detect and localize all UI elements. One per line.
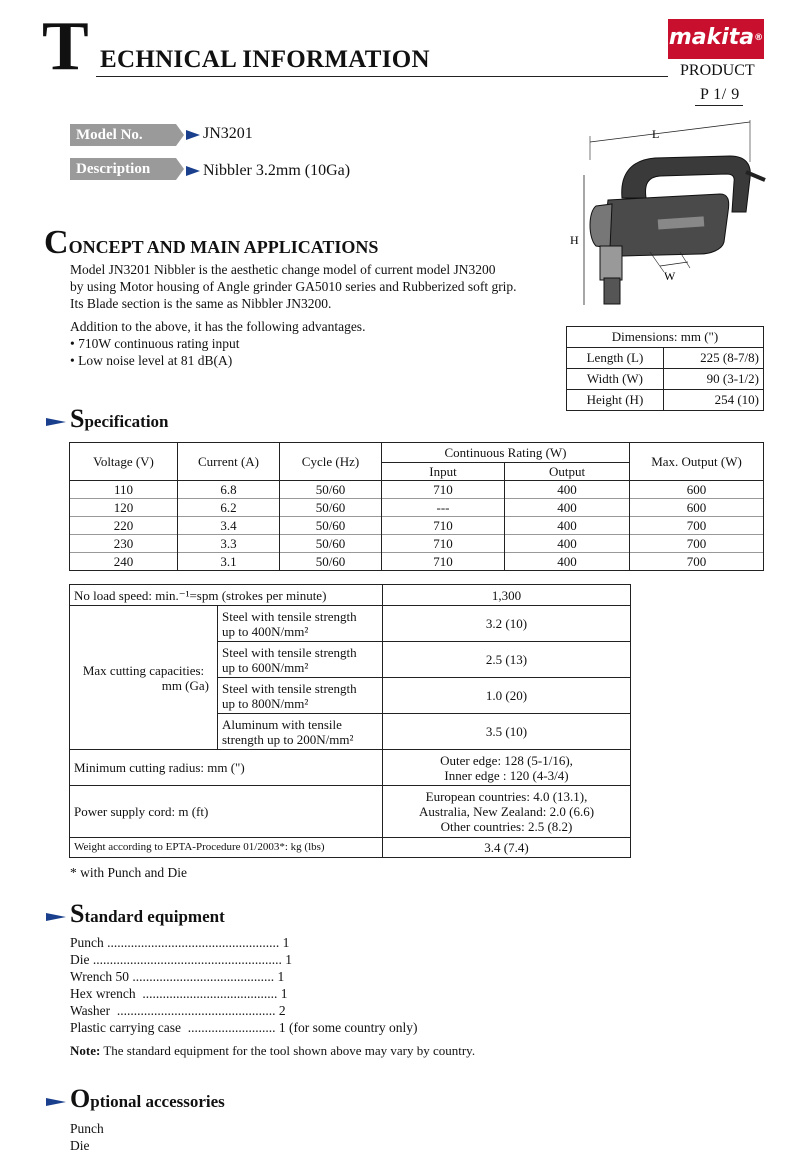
col-current: Current (A) — [178, 443, 280, 481]
cell: 3.3 — [178, 535, 280, 553]
cell: 240 — [70, 553, 178, 571]
concept-heading: CONCEPT AND MAIN APPLICATIONS — [44, 224, 379, 261]
material-label: Steel with tensile strength up to 400N/mm² — [218, 606, 383, 642]
cell: 110 — [70, 481, 178, 499]
equipment-note: Note: The standard equipment for the tool shown above may vary by country. — [70, 1043, 476, 1058]
label-w: W — [664, 269, 676, 283]
col-continuous: Continuous Rating (W) — [382, 443, 630, 463]
advantage-item: • Low noise level at 81 dB(A) — [70, 353, 233, 368]
cell: 400 — [505, 535, 630, 553]
col-input: Input — [382, 463, 505, 481]
description-arrow-icon — [186, 166, 200, 176]
material-label: Aluminum with tensile strength up to 200N/mm² — [218, 714, 383, 750]
table-row — [567, 369, 764, 390]
table-row — [70, 481, 764, 499]
table-row — [567, 348, 764, 369]
list-item: Die — [70, 1138, 90, 1153]
section-arrow-icon — [46, 913, 66, 921]
model-tag: Model No. — [70, 124, 176, 146]
cell: 6.2 — [178, 499, 280, 517]
dim-label: Length (L) — [567, 348, 664, 369]
description-value: Nibbler 3.2mm (10Ga) — [203, 162, 351, 179]
cord-value: European countries: 4.0 (13.1), Australia, New Zealand: 2.0 (6.6) Other countries: 2.5 (8.2) — [383, 786, 631, 838]
advantages-intro: Addition to the above, it has the following advantages. — [70, 319, 366, 334]
cell: 3.4 — [178, 517, 280, 535]
col-voltage: Voltage (V) — [70, 443, 178, 481]
table-row — [70, 499, 764, 517]
table-row — [70, 535, 764, 553]
header-rule — [96, 76, 668, 77]
capacity-value: 3.5 (10) — [383, 714, 631, 750]
cell: 700 — [630, 553, 764, 571]
list-item: Die ........................................................ 1 — [70, 952, 292, 967]
table-row — [567, 390, 764, 411]
cell: 50/60 — [280, 535, 382, 553]
footnote: * with Punch and Die — [70, 865, 187, 880]
dimension-line-l — [590, 122, 750, 142]
no-load-label: No load speed: min.⁻¹=spm (strokes per minute) — [70, 585, 383, 606]
specification-table — [69, 442, 764, 571]
cell: 710 — [382, 553, 505, 571]
cell: --- — [382, 499, 505, 517]
dim-label: Width (W) — [567, 369, 664, 390]
dim-label: Height (H) — [567, 390, 664, 411]
doc-type-label: PRODUCT — [680, 62, 755, 79]
capacity-value: 1.0 (20) — [383, 678, 631, 714]
cell: 230 — [70, 535, 178, 553]
cord-label: Power supply cord: m (ft) — [70, 786, 383, 838]
list-item: Hex wrench ........................................ 1 — [70, 986, 288, 1001]
dimensions-table — [566, 326, 764, 411]
table-row — [70, 750, 631, 786]
col-max-output: Max. Output (W) — [630, 443, 764, 481]
radius-label: Minimum cutting radius: mm (") — [70, 750, 383, 786]
capacity-value: 3.2 (10) — [383, 606, 631, 642]
page-number: P 1/ 9 — [700, 86, 740, 103]
weight-label: Weight according to EPTA-Procedure 01/2003*: kg (lbs) — [70, 838, 383, 858]
cell: 400 — [505, 517, 630, 535]
model-number: JN3201 — [203, 125, 253, 142]
cell: 710 — [382, 535, 505, 553]
brand-text: makita — [668, 25, 755, 50]
page-rule — [695, 105, 743, 106]
cell: 3.1 — [178, 553, 280, 571]
material-label: Steel with tensile strength up to 800N/mm² — [218, 678, 383, 714]
list-item: Washer ............................................... 2 — [70, 1003, 286, 1018]
page-title: ECHNICAL INFORMATION — [100, 46, 430, 73]
section-arrow-icon — [46, 1098, 66, 1106]
dim-value: 254 (10) — [663, 390, 763, 411]
dim-value: 90 (3-1/2) — [663, 369, 763, 390]
concept-line: Its Blade section is the same as Nibbler JN3200. — [70, 296, 332, 311]
cell: 6.8 — [178, 481, 280, 499]
specification-heading: Specification — [70, 404, 169, 433]
dim-value: 225 (8-7/8) — [663, 348, 763, 369]
material-label: Steel with tensile strength up to 600N/mm² — [218, 642, 383, 678]
col-output: Output — [505, 463, 630, 481]
optional-accessories-heading: Optional accessories — [70, 1084, 225, 1113]
standard-equipment-heading: Standard equipment — [70, 899, 225, 928]
cell: 120 — [70, 499, 178, 517]
title-initial: T — [42, 8, 89, 85]
no-load-value: 1,300 — [383, 585, 631, 606]
table-row — [70, 606, 631, 642]
max-cutting-label-2: mm (Ga) — [161, 677, 209, 693]
nibbler-diagram — [560, 120, 775, 320]
description-tag: Description — [70, 158, 176, 180]
cell: 400 — [505, 553, 630, 571]
table-row — [70, 585, 631, 606]
capacity-value: 2.5 (13) — [383, 642, 631, 678]
max-cutting-label-1: Max cutting capacities: — [82, 662, 205, 678]
list-item: Punch ................................................... 1 — [70, 935, 290, 950]
cell: 220 — [70, 517, 178, 535]
table-row — [70, 553, 764, 571]
concept-line: by using Motor housing of Angle grinder GA5010 series and Rubberized soft grip. — [70, 279, 517, 294]
capacities-table — [69, 584, 631, 858]
max-cutting-label — [70, 606, 218, 750]
radius-value: Outer edge: 128 (5-1/16), Inner edge : 120 (4-3/4) — [383, 750, 631, 786]
model-arrow-icon — [186, 130, 200, 140]
cell: 400 — [505, 499, 630, 517]
cell: 700 — [630, 535, 764, 553]
table-row — [70, 838, 631, 858]
label-h: H — [570, 233, 579, 247]
weight-value: 3.4 (7.4) — [383, 838, 631, 858]
advantage-item: • 710W continuous rating input — [70, 336, 240, 351]
makita-logo: makita® — [668, 19, 764, 59]
cell: 710 — [382, 481, 505, 499]
list-item: Plastic carrying case .......................... 1 (for some country only) — [70, 1020, 418, 1035]
cell: 600 — [630, 481, 764, 499]
cell: 50/60 — [280, 499, 382, 517]
list-item: Punch — [70, 1121, 104, 1136]
dimensions-title: Dimensions: mm (") — [567, 327, 764, 348]
cell: 50/60 — [280, 553, 382, 571]
table-row — [70, 786, 631, 838]
description-tag-tip — [176, 158, 184, 180]
cell: 600 — [630, 499, 764, 517]
cell: 710 — [382, 517, 505, 535]
concept-line: Model JN3201 Nibbler is the aesthetic change model of current model JN3200 — [70, 262, 496, 277]
cell: 50/60 — [280, 517, 382, 535]
cell: 400 — [505, 481, 630, 499]
label-l: L — [652, 127, 660, 141]
col-cycle: Cycle (Hz) — [280, 443, 382, 481]
model-tag-tip — [176, 124, 184, 146]
table-row — [70, 517, 764, 535]
cell: 50/60 — [280, 481, 382, 499]
section-arrow-icon — [46, 418, 66, 426]
list-item: Wrench 50 .......................................... 1 — [70, 969, 285, 984]
cell: 700 — [630, 517, 764, 535]
